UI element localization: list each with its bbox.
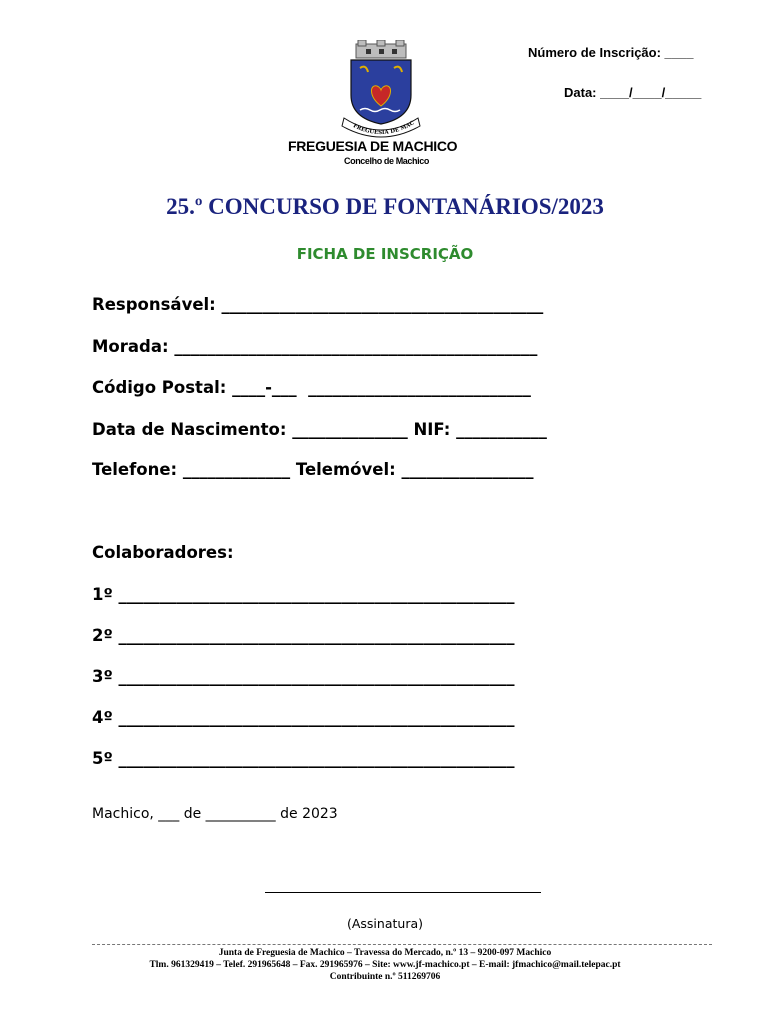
place-date-line[interactable]: Machico, ___ de __________ de 2023 [92,806,338,822]
footer-divider [92,944,712,945]
field-nascimento-nif[interactable]: Data de Nascimento: ______________ NIF: ___________ [92,420,547,439]
form-subtitle: FICHA DE INSCRIÇÃO [296,245,474,263]
coat-of-arms-icon [336,40,426,140]
collaborator-line-5[interactable]: 5º ________________________________________________ [92,749,515,768]
footer-tax-number: Contribuinte n.º 511269706 [329,972,441,982]
signature-label: (Assinatura) [346,916,423,931]
crest-scroll-text: FREGUESIA DE MAC [352,120,416,137]
parish-name: FREGUESIA DE MACHICO [288,138,458,154]
footer-contacts: Tlm. 961329419 – Telef. 291965648 – Fax. 291965976 – Site: www.jf-machico.pt – E-mail: jfmachico@mail.telepac.pt [149,960,621,970]
collaborator-line-1[interactable]: 1º ________________________________________________ [92,585,515,604]
footer-address: Junta de Freguesia de Machico – Travessa do Mercado, n.º 13 – 9200-097 Machico [218,948,552,958]
field-morada[interactable]: Morada: ____________________________________________ [92,337,538,356]
field-codigo-postal[interactable]: Código Postal: ____-___ ___________________________ [92,378,531,397]
field-responsavel[interactable]: Responsável: _______________________________________ [92,295,544,314]
page-title: 25.º CONCURSO DE FONTANÁRIOS/2023 [166,194,604,219]
signature-line[interactable] [265,892,541,893]
collaborator-line-4[interactable]: 4º ________________________________________________ [92,708,515,727]
collaborator-line-3[interactable]: 3º ________________________________________________ [92,667,515,686]
registration-number: Número de Inscrição: ____ [528,45,694,60]
collaborator-line-2[interactable]: 2º ________________________________________________ [92,626,515,645]
form-date: Data: ____/____/_____ [564,85,702,100]
field-telefones[interactable]: Telefone: _____________ Telemóvel: ________________ [92,460,534,479]
collaborators-heading: Colaboradores: [92,543,234,562]
council-name: Concelho de Machico [344,156,429,166]
